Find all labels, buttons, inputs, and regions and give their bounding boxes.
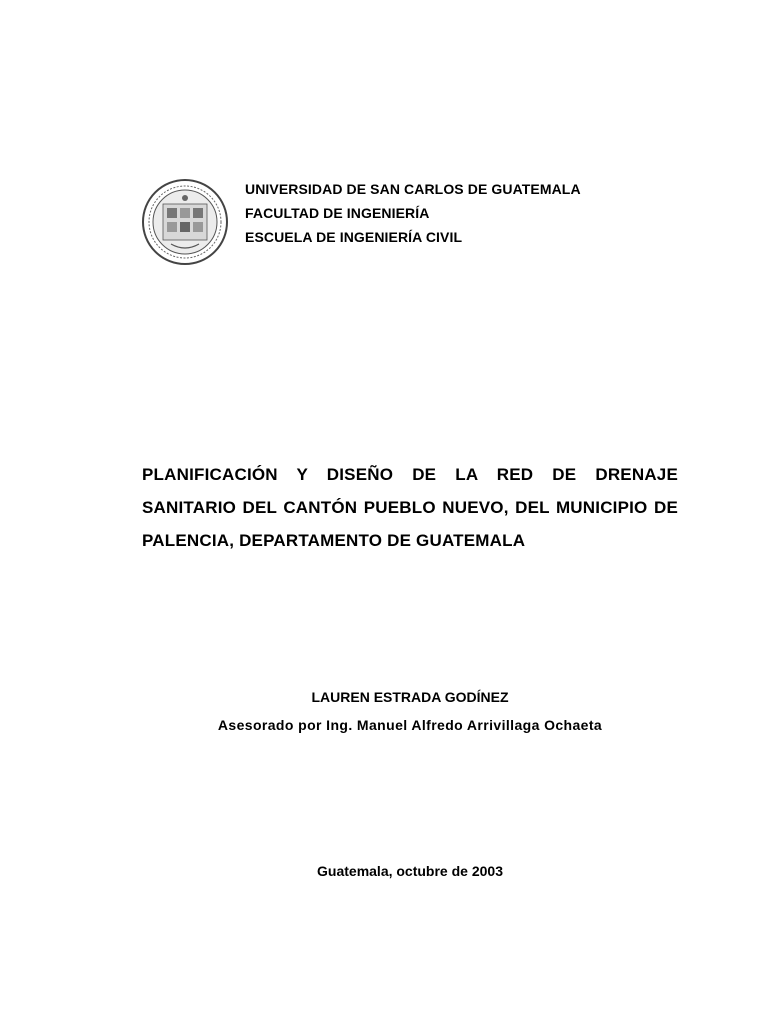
place-date: Guatemala, octubre de 2003 (317, 863, 503, 879)
university-name: UNIVERSIDAD DE SAN CARLOS DE GUATEMALA (245, 181, 581, 197)
title-line-1: PLANIFICACIÓN Y DISEÑO DE LA RED DE DRENAJE (142, 465, 678, 484)
title-line-2: SANITARIO DEL CANTÓN PUEBLO NUEVO, DEL MUNICIPIO DE (142, 498, 678, 517)
institution-header (245, 177, 581, 249)
advisor-line: Asesorado por Ing. Manuel Alfredo Arrivillaga Ochaeta (217, 717, 603, 733)
thesis-title (142, 458, 678, 557)
university-seal-icon (141, 178, 229, 266)
faculty-name: FACULTAD DE INGENIERÍA (245, 205, 430, 221)
school-name: ESCUELA DE INGENIERÍA CIVIL (245, 229, 463, 245)
author-name: LAUREN ESTRADA GODÍNEZ (311, 689, 509, 705)
title-line-3: PALENCIA, DEPARTAMENTO DE GUATEMALA (142, 531, 526, 550)
